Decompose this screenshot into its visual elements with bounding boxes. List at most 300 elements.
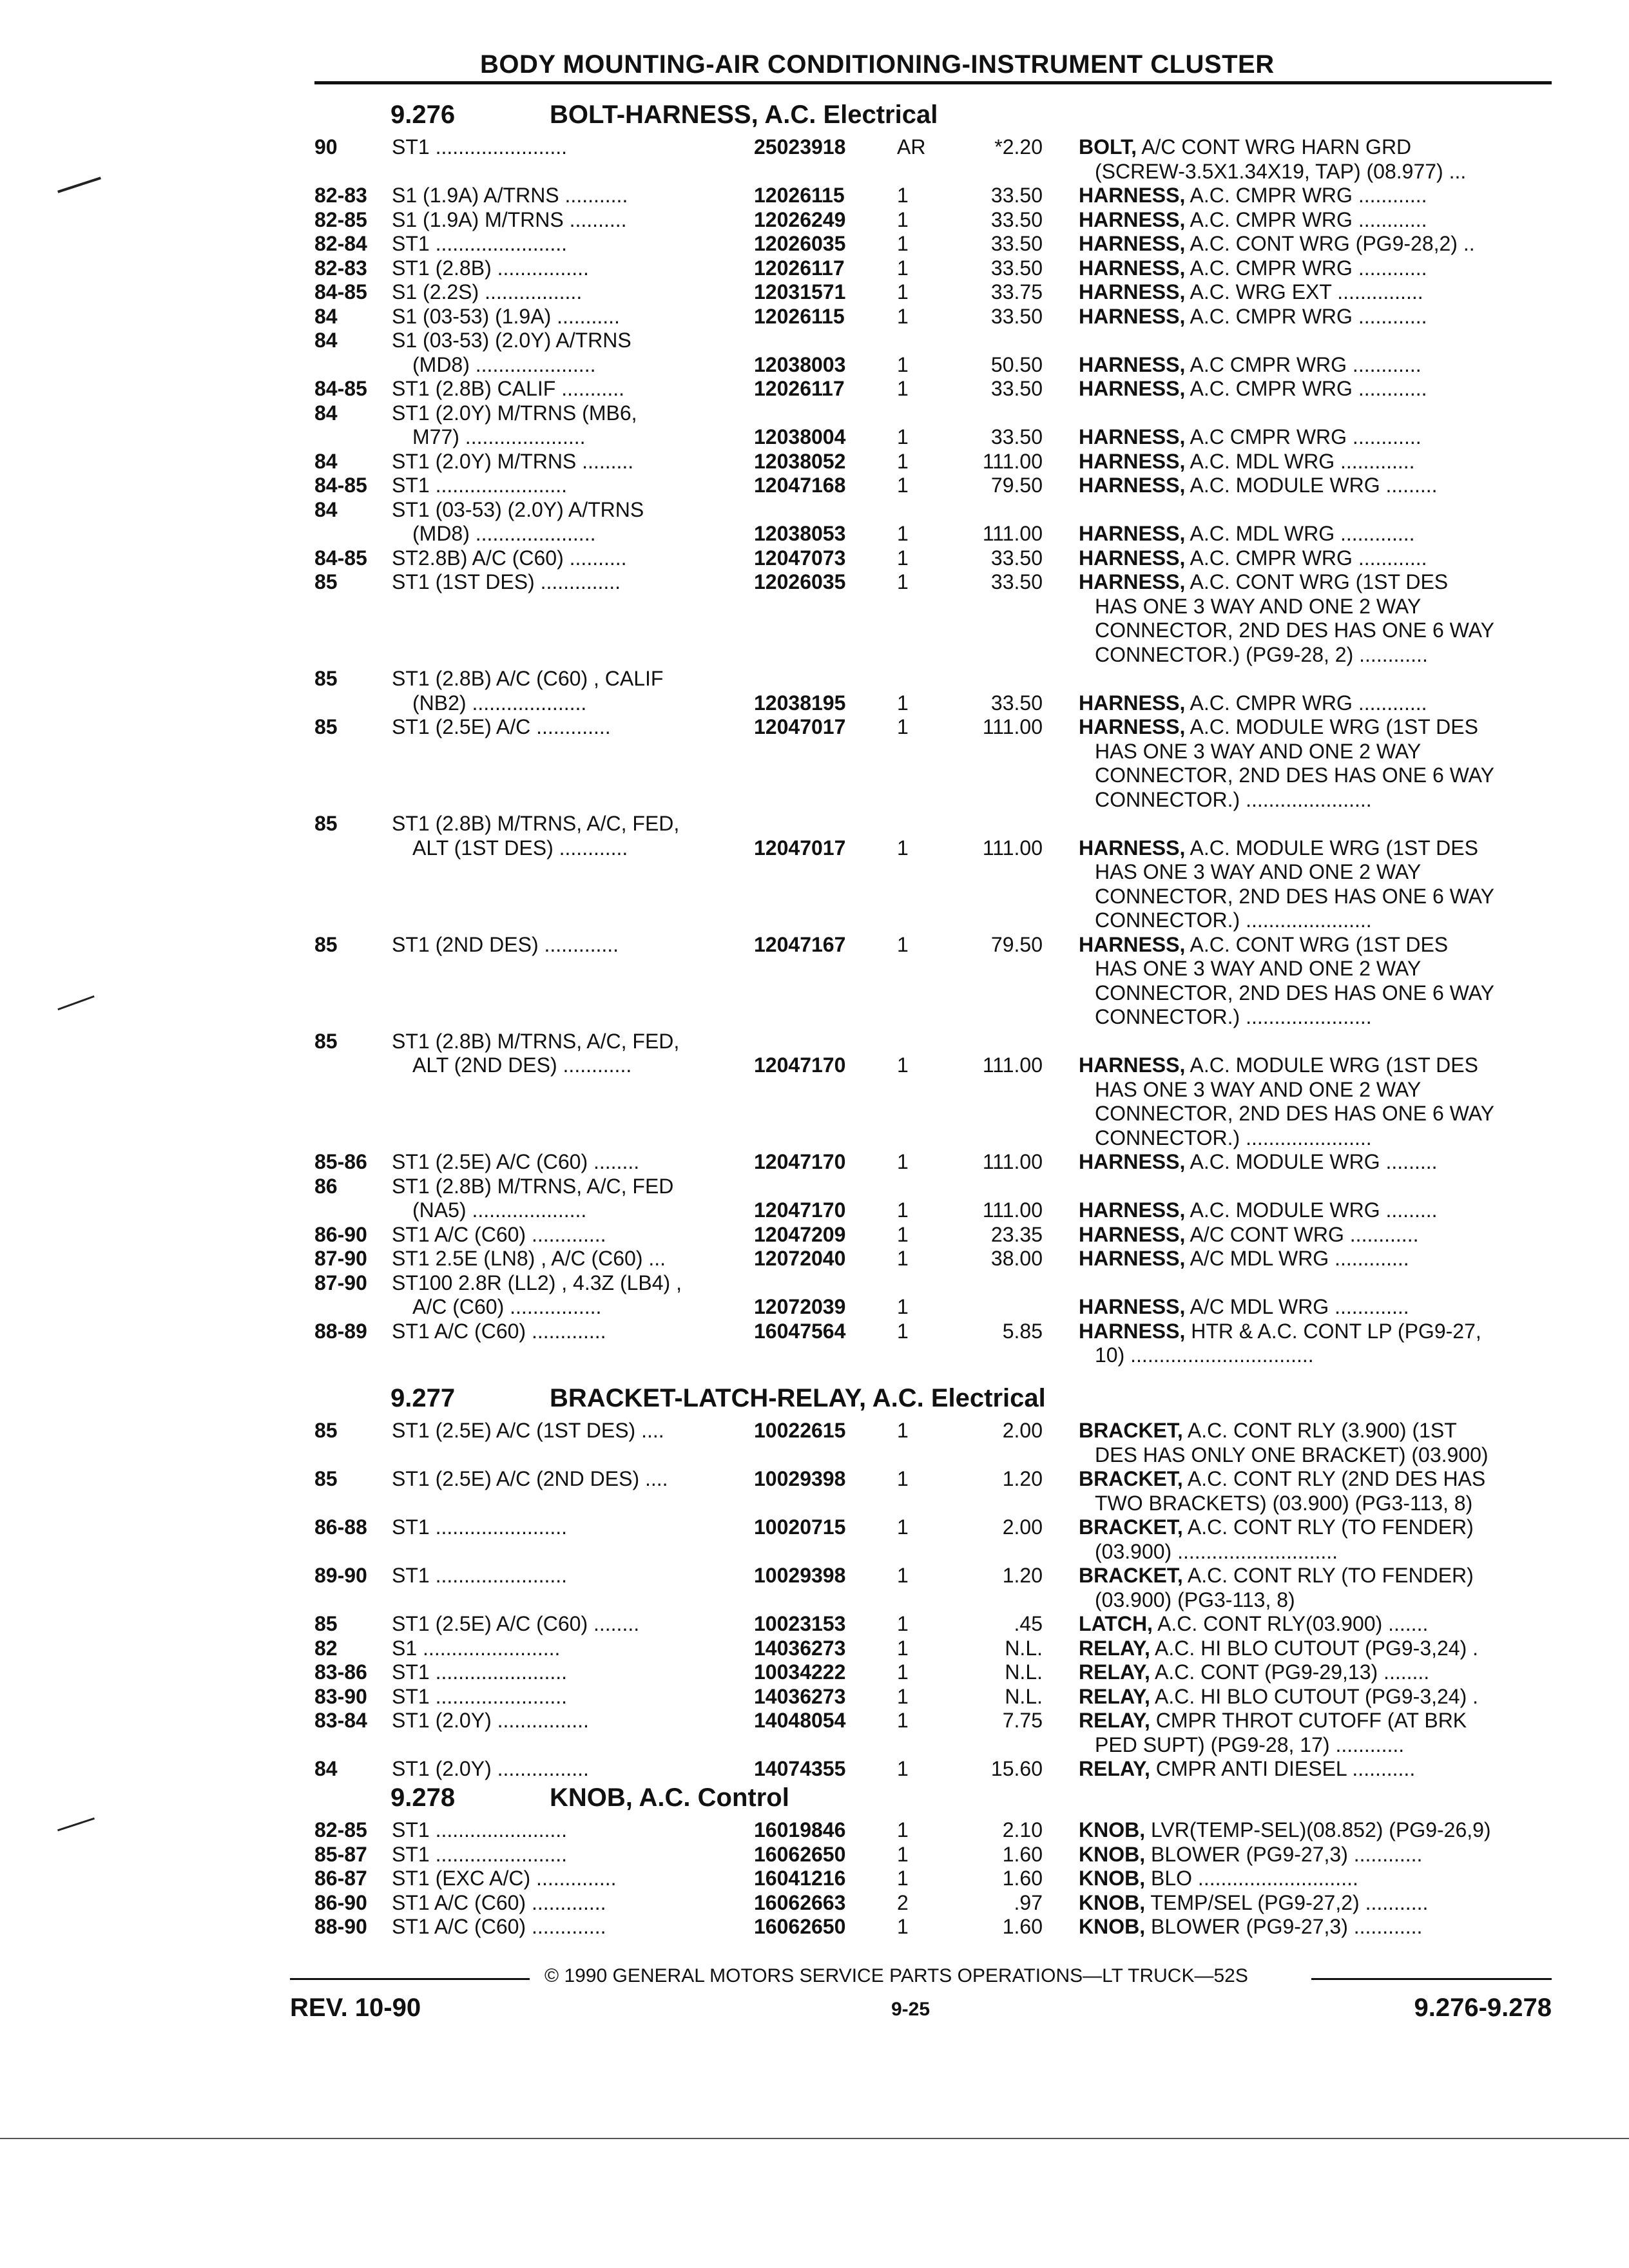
part-name-text: CONNECTOR, 2ND DES HAS ONE 6 WAY	[1095, 884, 1494, 908]
description-line: ST1 (2.8B) CALIF ...........	[392, 377, 624, 400]
part-name-keyword: HARNESS,	[1079, 256, 1186, 280]
part-name-keyword: HARNESS,	[1079, 836, 1186, 860]
part-name-line	[1079, 1320, 1552, 1344]
parts-row	[314, 305, 1552, 329]
model-years: 85	[314, 570, 338, 593]
parts-row	[314, 933, 1552, 1030]
quantity: 1	[897, 1419, 909, 1442]
part-name-text: A/C CONT WRG HARN GRD	[1141, 135, 1412, 159]
part-name-keyword: RELAY,	[1079, 1709, 1150, 1732]
description-line: S1 (1.9A) A/TRNS ...........	[392, 184, 628, 207]
part-name-text: A/C MDL WRG .............	[1190, 1295, 1409, 1318]
part-number: 10023153	[754, 1612, 846, 1635]
vehicle-description	[392, 1515, 733, 1540]
part-name-keyword: BRACKET,	[1079, 1419, 1183, 1442]
part-name-line	[1079, 1343, 1552, 1368]
vehicle-description	[392, 1915, 733, 1939]
part-name	[1079, 1915, 1552, 1939]
quantity: AR	[897, 135, 926, 159]
part-name-text: A.C. CMPR WRG ............	[1190, 256, 1427, 280]
part-name-text: CONNECTOR.) ......................	[1095, 1126, 1372, 1149]
description-line: ST1 (2.0Y) ................	[392, 1709, 589, 1732]
section-header	[314, 1778, 1552, 1818]
parts-row	[314, 1612, 1552, 1637]
part-name-keyword: BOLT,	[1079, 135, 1137, 159]
part-number: 12026115	[754, 304, 845, 328]
part-name-line	[1079, 595, 1552, 619]
part-name-text: HAS ONE 3 WAY AND ONE 2 WAY	[1095, 739, 1422, 763]
model-years: 85-86	[314, 1150, 367, 1173]
price: 33.50	[990, 207, 1043, 231]
model-years: 85	[314, 1467, 338, 1490]
part-name-keyword: HARNESS,	[1079, 207, 1186, 231]
description-line: ST1 (2.5E) A/C .............	[392, 715, 611, 738]
part-name-text: A.C. MDL WRG .............	[1190, 449, 1415, 473]
model-years: 84-85	[314, 377, 367, 400]
part-name-line	[1079, 1660, 1552, 1685]
part-name-keyword: HARNESS,	[1079, 522, 1186, 545]
vehicle-description	[392, 256, 733, 281]
vehicle-description	[392, 546, 733, 571]
part-name-text: A.C. CONT WRG (PG9-28,2) ..	[1190, 232, 1475, 255]
part-name	[1079, 184, 1552, 208]
vehicle-description	[392, 1419, 733, 1443]
part-name-line	[1079, 1053, 1552, 1078]
quantity: 1	[897, 1295, 909, 1318]
parts-row	[314, 1891, 1552, 1916]
quantity: 1	[897, 1709, 909, 1732]
part-name	[1079, 1295, 1552, 1320]
vehicle-description	[392, 450, 733, 474]
description-line: (MD8) .....................	[412, 522, 596, 545]
parts-row	[314, 1419, 1552, 1467]
vehicle-description	[392, 1564, 733, 1588]
quantity: 1	[897, 1684, 909, 1708]
part-name-keyword: RELAY,	[1079, 1757, 1150, 1780]
part-name-text: A.C. CONT WRG (1ST DES	[1190, 570, 1449, 593]
part-name-line	[1079, 1150, 1552, 1175]
part-name-keyword: HARNESS,	[1079, 1295, 1186, 1318]
footer-section-range: 9.276-9.278	[1414, 1994, 1552, 2022]
quantity: 1	[897, 377, 909, 400]
part-name-text: CMPR ANTI DIESEL ...........	[1155, 1757, 1416, 1780]
part-name	[1079, 836, 1552, 933]
part-name-text: TWO BRACKETS) (03.900) (PG3-113, 8)	[1095, 1491, 1473, 1515]
parts-row	[314, 1757, 1552, 1782]
part-name-line	[1079, 184, 1552, 208]
price: 33.50	[990, 304, 1043, 328]
part-name-keyword: HARNESS,	[1079, 232, 1186, 255]
part-name-text: A.C. MODULE WRG (1ST DES	[1190, 715, 1478, 738]
part-name	[1079, 208, 1552, 233]
price: 2.10	[1002, 1818, 1043, 1841]
price: 79.50	[990, 474, 1043, 497]
parts-row	[314, 1564, 1552, 1612]
part-name-line	[1079, 160, 1552, 184]
part-name-line	[1079, 1443, 1552, 1468]
parts-row	[314, 1515, 1552, 1564]
description-line: ST1 (2.8B) A/C (C60) , CALIF	[392, 667, 664, 690]
description-line: ST1 .......................	[392, 1564, 568, 1587]
part-name-text: HAS ONE 3 WAY AND ONE 2 WAY	[1095, 594, 1422, 618]
parts-row	[314, 450, 1552, 474]
price: 33.50	[990, 377, 1043, 400]
description-line: ST100 2.8R (LL2) , 4.3Z (LB4) ,	[392, 1271, 682, 1294]
quantity: 1	[897, 932, 909, 956]
part-name-text: HAS ONE 3 WAY AND ONE 2 WAY	[1095, 1077, 1422, 1101]
quantity: 1	[897, 449, 909, 473]
part-name-line	[1079, 643, 1552, 668]
part-name-keyword: RELAY,	[1079, 1684, 1150, 1708]
part-name-text: (03.900) (PG3-113, 8)	[1095, 1588, 1295, 1611]
description-line: ST1 A/C (C60) .............	[392, 1319, 606, 1343]
part-name-line	[1079, 546, 1552, 571]
part-name-text: LVR(TEMP-SEL)(08.852) (PG9-26,9)	[1151, 1818, 1491, 1841]
price: 111.00	[982, 1150, 1043, 1173]
part-number: 14036273	[754, 1636, 846, 1660]
part-number: 25023918	[754, 135, 846, 159]
part-number: 12047170	[754, 1150, 846, 1173]
part-name	[1079, 1612, 1552, 1637]
part-name-text: A.C. MDL WRG .............	[1190, 522, 1415, 545]
section-9-278	[314, 1778, 1552, 1939]
vehicle-description	[392, 1247, 733, 1271]
price: 1.60	[1002, 1867, 1043, 1890]
model-years: 84	[314, 1757, 338, 1780]
section-9-277	[314, 1379, 1552, 1782]
section-name: KNOB, A.C. Control	[550, 1783, 789, 1812]
quantity: 1	[897, 280, 909, 303]
vehicle-description	[392, 1843, 733, 1867]
price: 23.35	[990, 1222, 1043, 1246]
price: 111.00	[982, 836, 1043, 860]
description-line: ST1 (2.5E) A/C (1ST DES) ....	[392, 1419, 664, 1442]
description-line: ST1 .......................	[392, 232, 568, 255]
model-years: 84	[314, 304, 338, 328]
part-number: 10029398	[754, 1564, 846, 1587]
part-name-text: BLOWER (PG9-27,3) ............	[1151, 1915, 1423, 1938]
part-name	[1079, 933, 1552, 1030]
part-name-keyword: HARNESS,	[1079, 425, 1186, 448]
part-name	[1079, 474, 1552, 498]
description-line: ST1 (03-53) (2.0Y) A/TRNS	[392, 497, 644, 521]
description-line: S1 (2.2S) .................	[392, 280, 583, 303]
vehicle-description	[392, 305, 733, 329]
part-number: 12047168	[754, 474, 846, 497]
part-name-line	[1079, 1247, 1552, 1271]
part-name-text: CMPR THROT CUTOFF (AT BRK	[1155, 1709, 1467, 1732]
part-number: 10022615	[754, 1419, 846, 1442]
part-name-line	[1079, 1005, 1552, 1030]
description-line: ST1 (2.8B) M/TRNS, A/C, FED	[392, 1174, 674, 1198]
part-name-text: A.C. CONT RLY(03.900) .......	[1157, 1612, 1429, 1635]
price: 111.00	[982, 449, 1043, 473]
parts-row	[314, 1223, 1552, 1247]
description-line: S1 ........................	[392, 1636, 561, 1660]
part-name	[1079, 570, 1552, 667]
part-name-line	[1079, 305, 1552, 329]
section-header	[314, 95, 1552, 135]
price: 111.00	[982, 1198, 1043, 1222]
part-number: 14074355	[754, 1757, 846, 1780]
price: 1.20	[1002, 1467, 1043, 1490]
price: 15.60	[990, 1757, 1043, 1780]
price: 111.00	[982, 715, 1043, 738]
vehicle-description	[392, 1637, 733, 1661]
model-years: 85	[314, 932, 338, 956]
part-number: 12038004	[754, 425, 846, 448]
part-name-text: A.C. MODULE WRG (1ST DES	[1190, 836, 1478, 860]
parts-row	[314, 667, 1552, 715]
description-line: ST1 (2.5E) A/C (C60) ........	[392, 1150, 640, 1173]
description-line: M77) .....................	[412, 425, 586, 448]
price: 38.00	[990, 1247, 1043, 1270]
part-name-line	[1079, 764, 1552, 788]
part-number: 16062650	[754, 1915, 846, 1938]
part-name-line	[1079, 1588, 1552, 1613]
part-name	[1079, 1818, 1552, 1843]
part-name-keyword: HARNESS,	[1079, 1053, 1186, 1077]
part-name-line	[1079, 135, 1552, 160]
model-years: 82	[314, 1636, 338, 1660]
quantity: 1	[897, 207, 909, 231]
part-name-keyword: HARNESS,	[1079, 184, 1186, 207]
model-years: 87-90	[314, 1247, 367, 1270]
part-name	[1079, 425, 1552, 450]
vehicle-description	[392, 498, 733, 546]
part-name-line	[1079, 1685, 1552, 1709]
part-number: 12047073	[754, 546, 846, 570]
part-name-text: A.C. CONT RLY (TO FENDER)	[1187, 1515, 1474, 1539]
part-name-line	[1079, 788, 1552, 812]
part-name	[1079, 1467, 1552, 1515]
part-name-keyword: HARNESS,	[1079, 1247, 1186, 1270]
price: .45	[1014, 1612, 1043, 1635]
model-years: 86-90	[314, 1222, 367, 1246]
part-name-keyword: RELAY,	[1079, 1636, 1150, 1660]
price: 5.85	[1002, 1319, 1043, 1343]
model-years: 85	[314, 812, 338, 835]
model-years: 86-88	[314, 1515, 367, 1539]
price: 33.75	[990, 280, 1043, 303]
part-number: 12072040	[754, 1247, 846, 1270]
description-line: ST1 .......................	[392, 1842, 568, 1866]
part-number: 10020715	[754, 1515, 846, 1539]
part-name-line	[1079, 933, 1552, 957]
part-name-line	[1079, 232, 1552, 256]
price: 7.75	[1002, 1709, 1043, 1732]
quantity: 1	[897, 836, 909, 860]
quantity: 2	[897, 1890, 909, 1914]
description-line: ST1 .......................	[392, 1660, 568, 1684]
quantity: 1	[897, 570, 909, 593]
title-rule	[314, 81, 1552, 84]
part-name-text: A.C. MODULE WRG .........	[1190, 474, 1438, 497]
vehicle-description	[392, 1891, 733, 1916]
part-name	[1079, 1053, 1552, 1150]
quantity: 1	[897, 184, 909, 207]
scan-edge-line	[0, 2138, 1629, 2139]
vehicle-description	[392, 812, 733, 860]
description-line: (MD8) .....................	[412, 352, 596, 376]
part-name-keyword: HARNESS,	[1079, 1222, 1186, 1246]
price: 79.50	[990, 932, 1043, 956]
parts-row	[314, 1843, 1552, 1867]
part-name-text: A.C CMPR WRG ............	[1190, 425, 1422, 448]
part-name-line	[1079, 691, 1552, 716]
part-name-line	[1079, 1515, 1552, 1540]
quantity: 1	[897, 1198, 909, 1222]
section-code: 9.278	[390, 1783, 456, 1812]
price: 111.00	[982, 522, 1043, 545]
parts-row	[314, 570, 1552, 667]
parts-row	[314, 1637, 1552, 1661]
section-header	[314, 1379, 1552, 1419]
model-years: 84	[314, 401, 338, 425]
description-line: ST1 A/C (C60) .............	[392, 1222, 606, 1246]
part-number: 16062663	[754, 1890, 846, 1914]
part-name-line	[1079, 836, 1552, 861]
part-name-text: (SCREW-3.5X1.34X19, TAP) (08.977) ...	[1095, 159, 1467, 183]
part-name	[1079, 691, 1552, 716]
parts-row	[314, 1818, 1552, 1843]
part-name-line	[1079, 1540, 1552, 1564]
part-number: 12038003	[754, 352, 846, 376]
description-line: ST1 2.5E (LN8) , A/C (C60) ...	[392, 1247, 666, 1270]
model-years: 84	[314, 449, 338, 473]
quantity: 1	[897, 546, 909, 570]
part-name-text: (03.900) ............................	[1095, 1539, 1338, 1563]
price: 2.00	[1002, 1419, 1043, 1442]
part-name-line	[1079, 450, 1552, 474]
part-name-text: A.C. HI BLO CUTOUT (PG9-3,24) .	[1154, 1684, 1479, 1708]
part-name	[1079, 1685, 1552, 1709]
part-name	[1079, 232, 1552, 256]
part-name	[1079, 1419, 1552, 1467]
vehicle-description	[392, 1818, 733, 1843]
part-name-text: CONNECTOR.) ......................	[1095, 787, 1372, 811]
part-number: 12026117	[754, 377, 845, 400]
vehicle-description	[392, 1175, 733, 1223]
quantity: 1	[897, 474, 909, 497]
section-9-276	[314, 95, 1552, 1368]
part-name-text: A.C. HI BLO CUTOUT (PG9-3,24) .	[1154, 1636, 1479, 1660]
part-name	[1079, 1891, 1552, 1916]
part-number: 10029398	[754, 1467, 846, 1490]
part-name-text: CONNECTOR, 2ND DES HAS ONE 6 WAY	[1095, 981, 1494, 1004]
model-years: 84	[314, 329, 338, 352]
quantity: 1	[897, 1757, 909, 1780]
part-name-line	[1079, 860, 1552, 885]
vehicle-description	[392, 933, 733, 957]
part-name-line	[1079, 957, 1552, 981]
price: .97	[1014, 1890, 1043, 1914]
parts-row	[314, 1320, 1552, 1368]
quantity: 1	[897, 522, 909, 545]
quantity: 1	[897, 1247, 909, 1270]
parts-row	[314, 256, 1552, 281]
vehicle-description	[392, 1467, 733, 1492]
part-name	[1079, 1660, 1552, 1685]
vehicle-description	[392, 715, 733, 740]
description-line: ST1 .......................	[392, 1818, 568, 1841]
quantity: 1	[897, 425, 909, 448]
part-number: 12047209	[754, 1222, 846, 1246]
quantity: 1	[897, 1150, 909, 1173]
part-name-line	[1079, 885, 1552, 909]
part-name-keyword: LATCH,	[1079, 1612, 1153, 1635]
part-name	[1079, 522, 1552, 546]
part-number: 16047564	[754, 1319, 846, 1343]
model-years: 84-85	[314, 280, 367, 303]
part-name-line	[1079, 570, 1552, 595]
part-number: 12031571	[754, 280, 846, 303]
vehicle-description	[392, 232, 733, 256]
model-years: 87-90	[314, 1271, 367, 1294]
part-name-text: A.C. CONT RLY (3.900) (1ST	[1187, 1419, 1457, 1442]
part-number: 12026249	[754, 207, 846, 231]
model-years: 85	[314, 1029, 338, 1053]
part-name	[1079, 450, 1552, 474]
description-line: S1 (03-53) (1.9A) ...........	[392, 304, 620, 328]
price: 111.00	[982, 1053, 1043, 1077]
part-name-text: A.C. CONT RLY (2ND DES HAS	[1187, 1467, 1486, 1490]
part-name-keyword: HARNESS,	[1079, 304, 1186, 328]
vehicle-description	[392, 1223, 733, 1247]
description-line: ST1 .......................	[392, 135, 568, 159]
part-name-text: HAS ONE 3 WAY AND ONE 2 WAY	[1095, 957, 1422, 980]
part-name-text: BLOWER (PG9-27,3) ............	[1151, 1842, 1423, 1866]
quantity: 1	[897, 1915, 909, 1938]
price: N.L.	[1005, 1636, 1043, 1660]
part-name-keyword: HARNESS,	[1079, 546, 1186, 570]
parts-row	[314, 1271, 1552, 1320]
part-name	[1079, 1757, 1552, 1782]
part-name-keyword: HARNESS,	[1079, 691, 1186, 715]
vehicle-description	[392, 401, 733, 450]
part-name-line	[1079, 1492, 1552, 1516]
part-name-line	[1079, 908, 1552, 933]
part-name	[1079, 377, 1552, 401]
parts-row	[314, 812, 1552, 933]
description-line: S1 (03-53) (2.0Y) A/TRNS	[392, 329, 631, 352]
model-years: 84	[314, 497, 338, 521]
price: 33.50	[990, 570, 1043, 593]
part-name-text: CONNECTOR, 2ND DES HAS ONE 6 WAY	[1095, 619, 1494, 642]
part-name	[1079, 1843, 1552, 1867]
parts-row	[314, 1467, 1552, 1515]
parts-row	[314, 1660, 1552, 1685]
vehicle-description	[392, 474, 733, 498]
model-years: 88-89	[314, 1319, 367, 1343]
description-line: A/C (C60) ................	[412, 1295, 602, 1318]
model-years: 82-85	[314, 207, 367, 231]
part-name-line	[1079, 1564, 1552, 1588]
model-years: 89-90	[314, 1564, 367, 1587]
vehicle-description	[392, 1660, 733, 1685]
quantity: 1	[897, 1842, 909, 1866]
parts-row	[314, 377, 1552, 401]
part-number: 12047170	[754, 1053, 846, 1077]
scan-artifact	[57, 177, 101, 193]
parts-row	[314, 1247, 1552, 1271]
vehicle-description	[392, 667, 733, 715]
part-name-text: A.C. CMPR WRG ............	[1190, 184, 1427, 207]
part-name-keyword: HARNESS,	[1079, 377, 1186, 400]
parts-row	[314, 135, 1552, 184]
price: 1.20	[1002, 1564, 1043, 1587]
parts-row	[314, 715, 1552, 812]
